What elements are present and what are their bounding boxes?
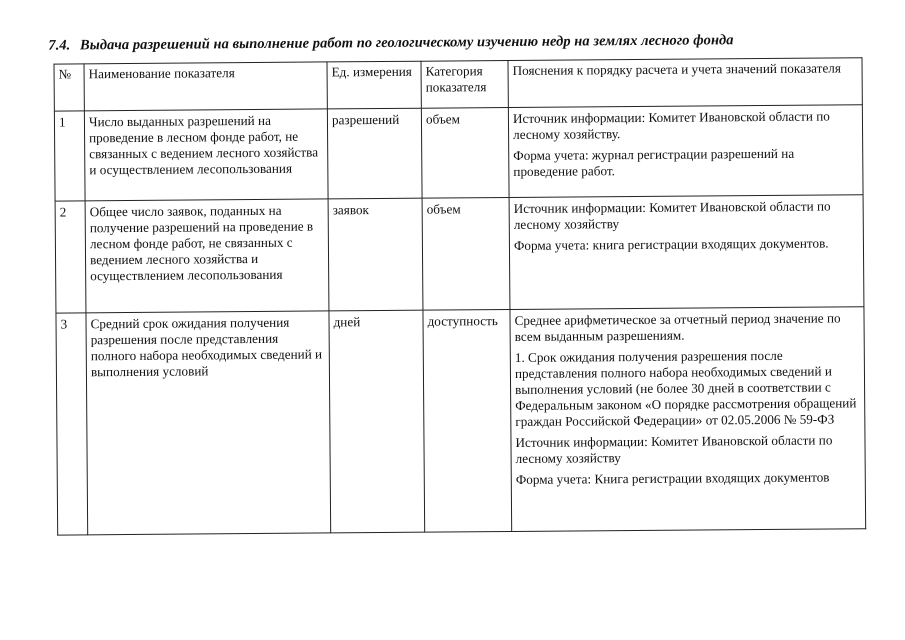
row-category: объем bbox=[421, 108, 509, 199]
header-notes: Пояснения к порядку расчета и учета значений показателя bbox=[508, 58, 862, 108]
table-header-row bbox=[54, 58, 862, 111]
row-unit: заявок bbox=[328, 198, 423, 311]
row-indicator-name: Средний срок ожидания получения разрешения после представления полного набора необходимых сведений и выполнения условий bbox=[86, 311, 331, 535]
note-source: Источник информации: Комитет Ивановской области по лесному хозяйству. bbox=[512, 108, 830, 142]
note-calculation: Среднее арифметическое за отчетный период значение по всем выданным разрешениям. bbox=[514, 310, 841, 344]
indicators-table bbox=[54, 57, 867, 535]
table-row bbox=[54, 105, 863, 201]
table-row bbox=[56, 307, 866, 535]
note-accounting-form: Форма учета: журнал регистрации разрешений на проведение работ. bbox=[513, 145, 795, 179]
row-unit: разрешений bbox=[327, 108, 422, 199]
note-accounting-form: Форма учета: Книга регистрации входящих документов bbox=[515, 469, 830, 487]
section-heading bbox=[48, 32, 733, 54]
table-row bbox=[55, 195, 864, 313]
row-notes bbox=[508, 105, 863, 198]
header-unit: Ед. измерения bbox=[327, 61, 421, 109]
header-category: Категория показателя bbox=[421, 61, 508, 109]
row-num: 3 bbox=[56, 313, 88, 535]
note-accounting-form: Форма учета: книга регистрации входящих документов. bbox=[513, 235, 829, 253]
note-waiting-term: 1. Срок ожидания получения разрешения после представления полного набора необходимых сведений и выполнения условий (не более 30 дней в соответствии с Федеральным законом «О порядке рассмотрения обращений граждан Российской Федерации» от 02.05.2006 № 59-ФЗ bbox=[514, 347, 857, 429]
row-unit: дней bbox=[329, 310, 425, 533]
row-category: объем bbox=[422, 198, 510, 311]
section-title: Выдача разрешений на выполнение работ по геологическому изучению недр на землях лесного фонда bbox=[79, 32, 734, 54]
row-notes bbox=[510, 307, 866, 532]
row-indicator-name: Число выданных разрешений на проведение в лесном фонде работ, не связанных с ведением лесного хозяйства и осуществлением лесопользования bbox=[84, 109, 328, 201]
note-source: Источник информации: Комитет Ивановской области по лесному хозяйству bbox=[515, 432, 833, 466]
row-notes bbox=[509, 195, 864, 310]
header-name: Наименование показателя bbox=[84, 62, 327, 111]
row-num: 1 bbox=[54, 111, 85, 201]
section-number: 7.4. bbox=[48, 37, 71, 54]
row-indicator-name: Общее число заявок, поданных на получение разрешений на проведение в лесном фонде работ, не связанных с ведением лесного хозяйства и осуществлением лесопользования bbox=[85, 199, 329, 313]
note-source: Источник информации: Комитет Ивановской области по лесному хозяйству bbox=[513, 198, 831, 232]
header-num: № bbox=[54, 64, 84, 111]
row-category: доступность bbox=[423, 310, 512, 533]
row-num: 2 bbox=[55, 201, 86, 313]
